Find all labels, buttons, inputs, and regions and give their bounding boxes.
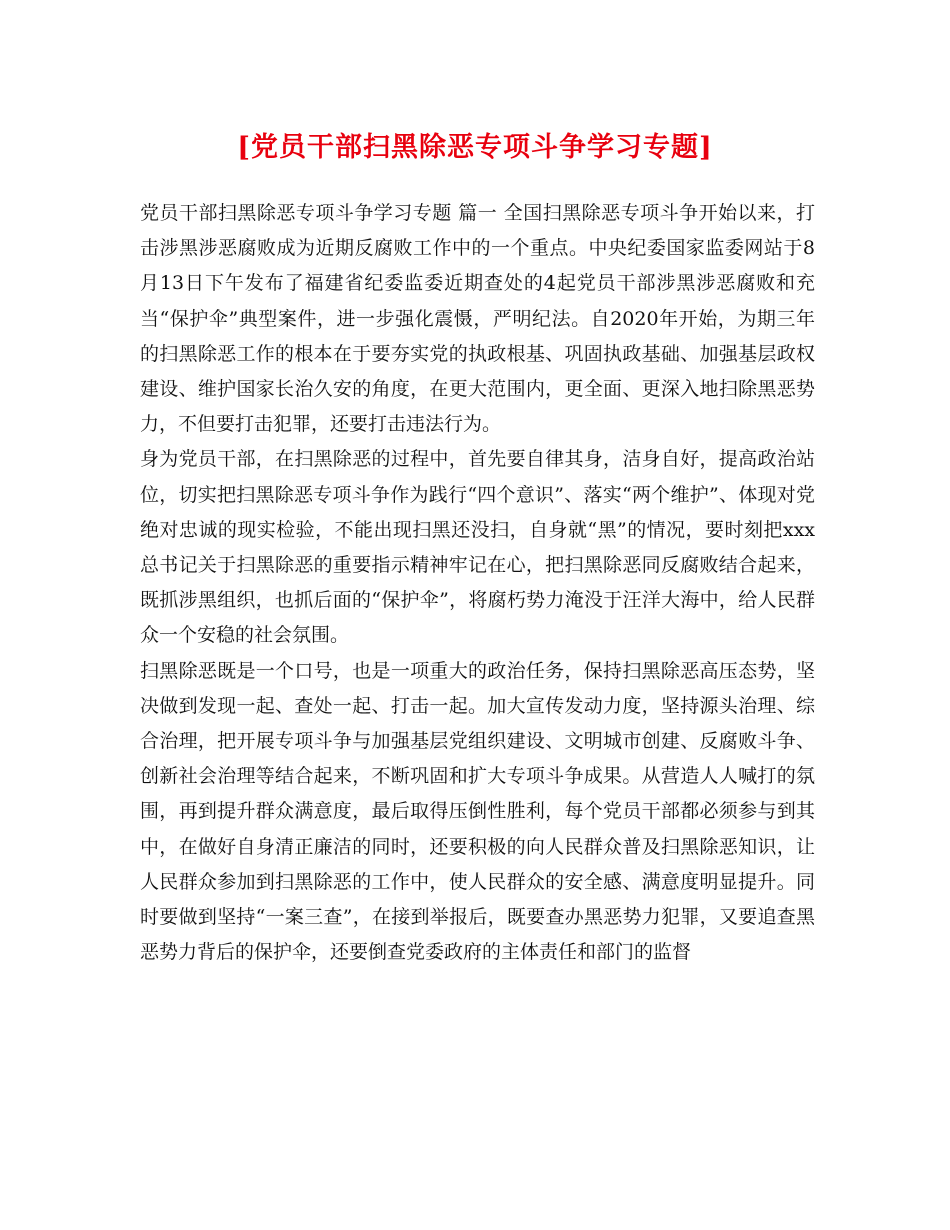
paragraph-2: 身为党员干部，在扫黑除恶的过程中，首先要自律其身，洁身自好，提高政治站位，切实把扫黑除恶专项斗争作为践行“四个意识”、落实“两个维护”、体现对党绝对忠诚的现实检验，不能出现扫黑还没扫，自身就“黑”的情况，要时刻把xxx总书记关于扫黑除恶的重要指示精神牢记在心，把扫黑除恶同反腐败结合起来，既抓涉黑组织，也抓后面的“保护伞”，将腐朽势力淹没于汪洋大海中，给人民群众一个安稳的社会氛围。: [140, 448, 815, 647]
document-title: [党员干部扫黑除恶专项斗争学习专题]: [237, 132, 713, 163]
paragraph-1: 党员干部扫黑除恶专项斗争学习专题 篇一 全国扫黑除恶专项斗争开始以来，打击涉黑涉恶腐败成为近期反腐败工作中的一个重点。中央纪委国家监委网站于8月13日下午发布了福建省纪委监委近期查处的4起党员干部涉黑涉恶腐败和充当“保护伞”典型案件，进一步强化震慑，严明纪法。自2020年开始，为期三年的扫黑除恶工作的根本在于要夯实党的执政根基、巩固执政基础、加强基层政权建设、维护国家长治久安的角度，在更大范围内，更全面、更深入地扫除黑恶势力，不但要打击犯罪，还要打击违法行为。: [140, 202, 815, 436]
paragraph-3: 扫黑除恶既是一个口号，也是一项重大的政治任务，保持扫黑除恶高压态势，坚决做到发现一起、查处一起、打击一起。加大宣传发动力度，坚持源头治理、综合治理，把开展专项斗争与加强基层党组织建设、文明城市创建、反腐败斗争、创新社会治理等结合起来，不断巩固和扩大专项斗争成果。从营造人人喊打的氛围，再到提升群众满意度，最后取得压倒性胜利，每个党员干部都必须参与到其中，在做好自身清正廉洁的同时，还要积极的向人民群众普及扫黑除恶知识，让人民群众参加到扫黑除恶的工作中，使人民群众的安全感、满意度明显提升。同时要做到坚持“一案三查”，在接到举报后，既要查办黑恶势力犯罪，又要追查黑恶势力背后的保护伞，还要倒查党委政府的主体责任和部门的监督: [140, 659, 815, 964]
document-body: [140, 196, 815, 970]
